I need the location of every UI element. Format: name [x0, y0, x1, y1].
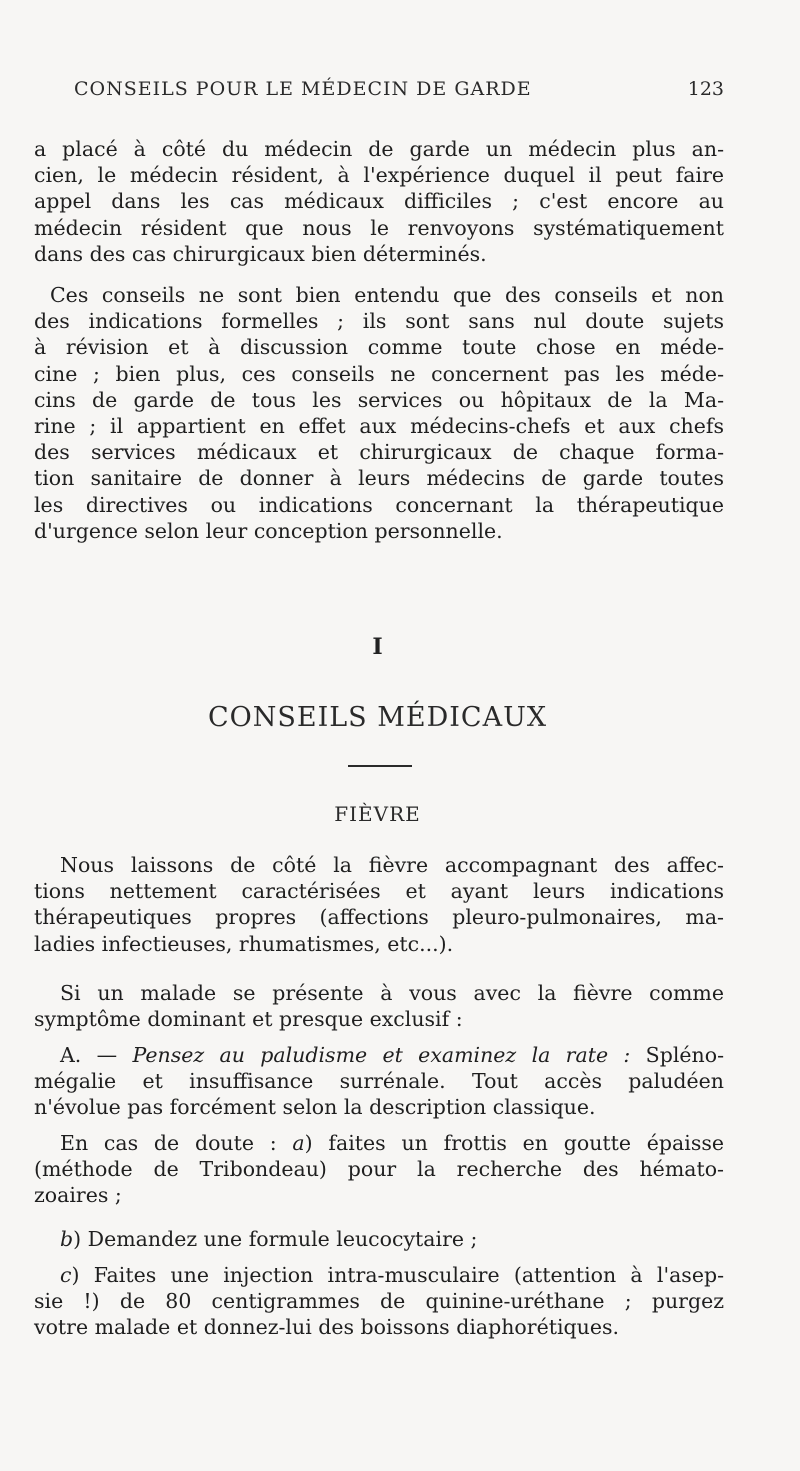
- section-number: I: [372, 634, 383, 660]
- text-line: tions nettement caractérisées et ayant leurs indications: [34, 879, 724, 904]
- text-line: appel dans les cas médicaux difficiles ; c'est encore au: [34, 189, 724, 214]
- body-paragraph-5: [34, 1226, 724, 1252]
- text-line: médecin résident que nous le renvoyons systématiquement: [34, 215, 724, 240]
- body-paragraph-1: [34, 852, 724, 957]
- text-line: zoaires ;: [34, 1183, 122, 1208]
- text-line: symptôme dominant et presque exclusif :: [34, 1007, 463, 1032]
- text-line: Si un malade se présente à vous avec la fièvre comme: [60, 981, 724, 1005]
- body-paragraph-3: [34, 1042, 724, 1121]
- text-line: [34, 1042, 724, 1068]
- text-line: cine ; bien plus, ces conseils ne concernent pas les méde-: [34, 361, 724, 386]
- section-title: CONSEILS MÉDICAUX: [207, 702, 548, 733]
- list-marker: a: [292, 1131, 305, 1155]
- text-fragment: ) Demandez une formule leucocytaire ;: [73, 1227, 478, 1251]
- text-line: votre malade et donnez-lui des boissons diaphorétiques.: [34, 1315, 619, 1340]
- item-label: A. —: [60, 1043, 133, 1067]
- text-line: [34, 1262, 724, 1288]
- text-line: thérapeutiques propres (affections pleuro-pulmonaires, ma-: [34, 905, 724, 930]
- body-paragraph-4: [34, 1130, 724, 1209]
- running-head-title: CONSEILS POUR LE MÉDECIN DE GARDE: [74, 78, 532, 100]
- section-divider: [348, 765, 412, 767]
- text-line: cins de garde de tous les services ou hôpitaux de la Ma-: [34, 387, 724, 412]
- body-paragraph-2: [34, 980, 724, 1032]
- italic-instruction: Pensez au paludisme et examinez la rate :: [132, 1043, 631, 1067]
- text-line: des services médicaux et chirurgicaux de chaque forma-: [34, 440, 724, 465]
- text-line: [34, 1226, 724, 1252]
- text-line: rine ; il appartient en effet aux médecins-chefs et aux chefs: [34, 414, 724, 439]
- text-line: les directives ou indications concernant la thérapeutique: [34, 492, 724, 517]
- intro-paragraph-1: [34, 136, 724, 267]
- page-number: 123: [687, 78, 724, 100]
- text-line: Ces conseils ne sont bien entendu que des conseils et non: [50, 283, 724, 307]
- text-line: dans des cas chirurgicaux bien déterminés.: [34, 241, 487, 266]
- running-head: [74, 78, 724, 100]
- body-paragraph-6: [34, 1262, 724, 1341]
- list-marker: c: [60, 1263, 72, 1287]
- text-line: a placé à côté du médecin de garde un médecin plus an-: [34, 137, 724, 161]
- text-line: (méthode de Tribondeau) pour la recherche des hémato-: [34, 1157, 724, 1182]
- text-line: [34, 1130, 724, 1156]
- text-fragment: ) faites un frottis en goutte épaisse: [304, 1131, 725, 1155]
- text-line: à révision et à discussion comme toute chose en méde-: [34, 335, 724, 360]
- text-line: cien, le médecin résident, à l'expérience duquel il peut faire: [34, 163, 724, 188]
- text-line: tion sanitaire de donner à leurs médecins de garde toutes: [34, 466, 724, 491]
- intro-paragraph-2: [34, 282, 724, 544]
- text-fragment: En cas de doute :: [60, 1131, 293, 1155]
- list-marker: b: [60, 1227, 74, 1251]
- text-line: ladies infectieuses, rhumatismes, etc...).: [34, 931, 454, 956]
- text-fragment: Spléno-: [630, 1043, 724, 1067]
- text-line: mégalie et insuffisance surrénale. Tout accès paludéen: [34, 1069, 724, 1094]
- subsection-title: FIÈVRE: [334, 802, 421, 826]
- text-line: des indications formelles ; ils sont sans nul doute sujets: [34, 309, 724, 334]
- text-line: sie !) de 80 centigrammes de quinine-uréthane ; purgez: [34, 1289, 724, 1314]
- text-line: n'évolue pas forcément selon la description classique.: [34, 1095, 596, 1120]
- text-fragment: ) Faites une injection intra-musculaire (attention à l'asep-: [71, 1263, 724, 1287]
- text-line: Nous laissons de côté la fièvre accompagnant des affec-: [60, 853, 724, 877]
- text-line: d'urgence selon leur conception personnelle.: [34, 518, 503, 543]
